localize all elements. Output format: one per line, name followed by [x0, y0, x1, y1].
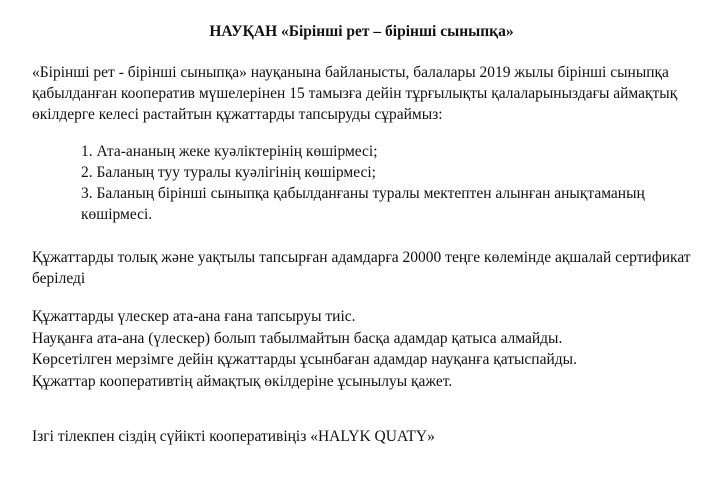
certificate-line: беріледі	[32, 270, 86, 287]
list-item-number: 3.	[81, 185, 93, 202]
list-item-text: Ата-ананың жеке куәліктерінің көшірмесі;	[96, 143, 378, 160]
intro-paragraph	[32, 62, 722, 125]
rule-line: Құжаттар кооперативтің аймақтық өкілдеріне ұсынылуы қажет.	[32, 372, 453, 390]
rule-line: Көрсетілген мерзімге дейін құжаттарды ұсынбаған адамдар науқанға қатыспайды.	[32, 351, 577, 368]
list-item-number: 1.	[81, 143, 93, 160]
list-item	[81, 183, 721, 225]
document-title: НАУҚАН «Бірінші рет – бірінші сыныпқа»	[209, 23, 514, 40]
certificate-line: Құжаттарды толық және уақтылы тапсырған адамдарға 20000 теңге көлемінде ақшалай сертификат	[32, 249, 691, 266]
signature-line: Ізгі тілекпен сіздің сүйікті кооперативіңіз «HALYK QUATY»	[32, 428, 435, 445]
required-documents-list	[81, 141, 721, 225]
intro-line: өкілдерге келесі растайтын құжаттарды тапсыруды сұраймыз:	[32, 106, 443, 123]
list-item	[81, 141, 721, 162]
list-item-continuation: көшірмесі.	[81, 206, 153, 223]
intro-line: қабылданған кооператив мүшелерінен 15 тамызға дейін тұрғылықты қалаларыныздағы аймақтық	[32, 85, 678, 102]
intro-line: «Бірінші рет - бірінші сыныпқа» науқанына байланысты, балалары 2019 жылы бірінші сыныпқа	[32, 64, 669, 81]
list-item-number: 2.	[81, 164, 93, 181]
certificate-paragraph	[32, 247, 723, 289]
list-item	[81, 162, 721, 183]
list-item-text: Баланың туу туралы куәлігінің көшірмесі;	[96, 164, 376, 181]
rules-paragraph	[32, 306, 722, 392]
rule-line: Науқанға ата-ана (үлескер) болып табылмайтын басқа адамдар қатыса алмайды.	[32, 329, 563, 347]
list-item-text: Баланың бірінші сыныпқа қабылданғаны туралы мектептен алынған анықтаманың	[96, 185, 645, 202]
rule-line: Құжаттарды үлескер ата-ана ғана тапсыруы тиіс.	[32, 308, 356, 325]
